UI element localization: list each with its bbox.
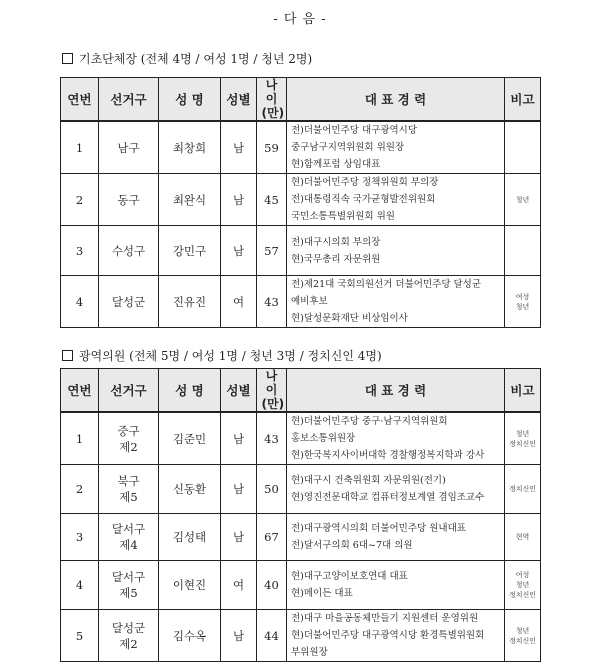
cell-district bbox=[99, 412, 159, 465]
cell-career bbox=[287, 561, 505, 610]
cell-career-line: 전)달서구의회 6대~7대 의원 bbox=[291, 540, 413, 551]
section-heading-label: 기초단체장 (전체 4명 / 여성 1명 / 청년 2명) bbox=[79, 52, 313, 66]
cell-gender: 남 bbox=[221, 121, 257, 174]
cell-career-line: 전)더불어민주당 대구광역시당 bbox=[291, 125, 418, 136]
cell-career bbox=[287, 276, 505, 328]
cell-gender: 남 bbox=[221, 514, 257, 561]
cell-district: 동구 bbox=[99, 174, 159, 226]
cell-career-line: 전)대구 마을공동체만들기 지원센터 운영위원 bbox=[291, 613, 479, 624]
table-row bbox=[61, 514, 541, 561]
cell-note-line: 여성 bbox=[515, 571, 530, 579]
cell-note bbox=[505, 465, 541, 514]
header-age bbox=[257, 369, 287, 413]
cell-career-line: 현)한국복지사이버대학 경찰행정복지학과 강사 bbox=[291, 450, 485, 461]
cell-career-line: 현)대구고양이보호연대 대표 bbox=[291, 571, 408, 582]
cell-age: 43 bbox=[257, 276, 287, 328]
cell-note bbox=[505, 276, 541, 328]
cell-career-line: 현)달성문화재단 비상임이사 bbox=[291, 313, 408, 324]
cell-district-line: 중구 bbox=[117, 423, 140, 438]
cell-district-line: 제5 bbox=[119, 586, 138, 600]
cell-gender: 남 bbox=[221, 610, 257, 662]
cell-no: 1 bbox=[61, 121, 99, 174]
cell-career bbox=[287, 412, 505, 465]
cell-district bbox=[99, 465, 159, 514]
cell-gender: 남 bbox=[221, 412, 257, 465]
table-row bbox=[61, 465, 541, 514]
cell-career-line: 국민소통특별위원회 위원 bbox=[291, 211, 395, 222]
cell-name: 김성태 bbox=[159, 514, 221, 561]
section-heading-label: 광역의원 (전체 5명 / 여성 1명 / 청년 3명 / 정치신인 4명) bbox=[79, 349, 382, 363]
cell-career-line: 현)더불어민주당 정책위원회 부의장 bbox=[291, 177, 439, 188]
table-row bbox=[61, 174, 541, 226]
cell-gender: 남 bbox=[221, 226, 257, 276]
cell-note-line: 정치신인 bbox=[508, 439, 537, 448]
cell-gender: 남 bbox=[221, 174, 257, 226]
cell-career-line: 전)대통령직속 국가균형발전위원회 bbox=[291, 194, 436, 205]
cell-age: 44 bbox=[257, 610, 287, 662]
cell-note-line: 청년 bbox=[515, 302, 530, 311]
cell-career-line: 현)메이든 대표 bbox=[291, 588, 353, 599]
header-career: 대 표 경 력 bbox=[287, 369, 505, 413]
cell-district-line: 달서구 bbox=[111, 570, 146, 584]
cell-note-line: 청년 bbox=[515, 581, 530, 589]
cell-name: 신동환 bbox=[159, 465, 221, 514]
header-age-label: 나이(만) bbox=[261, 78, 285, 120]
cell-career bbox=[287, 121, 505, 174]
cell-career-line: 현)더불어민주당 대구광역시당 환경특별위원회 bbox=[291, 630, 485, 641]
cell-age: 40 bbox=[257, 561, 287, 610]
local-heads-table bbox=[60, 77, 541, 328]
cell-career-line: 부위원장 bbox=[291, 647, 328, 658]
table-row bbox=[61, 121, 541, 174]
header-no: 연번 bbox=[61, 78, 99, 122]
cell-no: 2 bbox=[61, 465, 99, 514]
page-title: - 다 음 - bbox=[273, 12, 327, 27]
cell-career bbox=[287, 610, 505, 662]
cell-note bbox=[505, 610, 541, 662]
cell-age: 43 bbox=[257, 412, 287, 465]
cell-career bbox=[287, 174, 505, 226]
header-name: 성 명 bbox=[159, 78, 221, 122]
table-header-row bbox=[61, 369, 541, 413]
cell-no: 3 bbox=[61, 226, 99, 276]
section-heading-local-heads bbox=[62, 50, 312, 67]
cell-name: 강민구 bbox=[159, 226, 221, 276]
header-gender: 성별 bbox=[221, 78, 257, 122]
cell-no: 5 bbox=[61, 610, 99, 662]
cell-gender: 남 bbox=[221, 465, 257, 514]
header-note: 비고 bbox=[505, 78, 541, 122]
cell-district-line: 북구 bbox=[117, 474, 140, 488]
cell-district-line: 제4 bbox=[119, 538, 138, 552]
cell-district: 달성군 bbox=[99, 276, 159, 328]
header-district: 선거구 bbox=[99, 369, 159, 413]
cell-name: 최완식 bbox=[159, 174, 221, 226]
cell-name: 진유진 bbox=[159, 276, 221, 328]
cell-gender: 여 bbox=[221, 276, 257, 328]
cell-note bbox=[505, 412, 541, 465]
cell-no: 1 bbox=[61, 412, 99, 465]
cell-note-line: 정치신인 bbox=[508, 485, 537, 493]
cell-career-line: 전)대구광역시의회 더불어민주당 원내대표 bbox=[291, 523, 466, 534]
cell-no: 4 bbox=[61, 561, 99, 610]
cell-age: 57 bbox=[257, 226, 287, 276]
header-district: 선거구 bbox=[99, 78, 159, 122]
cell-note-line: 현역 bbox=[515, 533, 530, 541]
cell-district bbox=[99, 514, 159, 561]
header-age bbox=[257, 78, 287, 122]
header-career: 대 표 경 력 bbox=[287, 78, 505, 122]
cell-career-line: 중구남구지역위원회 위원장 bbox=[291, 142, 405, 153]
header-note: 비고 bbox=[505, 369, 541, 413]
header-no: 연번 bbox=[61, 369, 99, 413]
header-name: 성 명 bbox=[159, 369, 221, 413]
cell-district-line: 제2 bbox=[119, 439, 138, 454]
cell-district: 남구 bbox=[99, 121, 159, 174]
cell-career bbox=[287, 226, 505, 276]
cell-name: 이현진 bbox=[159, 561, 221, 610]
cell-career-line: 현)함께포럼 상임대표 bbox=[291, 159, 381, 170]
cell-age: 45 bbox=[257, 174, 287, 226]
cell-name: 최창희 bbox=[159, 121, 221, 174]
cell-note bbox=[505, 226, 541, 276]
header-age-label: 나이(만) bbox=[261, 369, 285, 411]
cell-note-line: 청년 bbox=[515, 195, 530, 204]
table-row bbox=[61, 561, 541, 610]
cell-career bbox=[287, 514, 505, 561]
cell-note-line: 정치신인 bbox=[508, 591, 537, 599]
cell-district bbox=[99, 561, 159, 610]
table-header-row bbox=[61, 78, 541, 122]
cell-career-line: 전)대구시의회 부의장 bbox=[291, 236, 381, 248]
cell-career bbox=[287, 465, 505, 514]
cell-gender: 여 bbox=[221, 561, 257, 610]
table-row bbox=[61, 412, 541, 465]
cell-age: 50 bbox=[257, 465, 287, 514]
table-row bbox=[61, 226, 541, 276]
cell-name: 김준민 bbox=[159, 412, 221, 465]
cell-note-line: 청년 bbox=[515, 429, 530, 438]
cell-career-line: 현)국무총리 자문위원 bbox=[291, 253, 381, 265]
cell-district-line: 달서구 bbox=[111, 522, 146, 536]
cell-note bbox=[505, 514, 541, 561]
cell-note-line: 청년 bbox=[515, 626, 530, 635]
cell-career-line: 예비후보 bbox=[291, 296, 328, 307]
cell-career-line: 현)더불어민주당 중구·남구지역위원회 bbox=[291, 416, 448, 427]
cell-note bbox=[505, 121, 541, 174]
cell-no: 2 bbox=[61, 174, 99, 226]
cell-district: 수성구 bbox=[99, 226, 159, 276]
section-heading-council bbox=[62, 347, 382, 364]
checkbox-bullet-icon bbox=[62, 53, 73, 64]
cell-name: 김수옥 bbox=[159, 610, 221, 662]
table-row bbox=[61, 610, 541, 662]
cell-note bbox=[505, 174, 541, 226]
cell-career-line: 현)영진전문대학교 컴퓨터정보계열 겸임조교수 bbox=[291, 492, 485, 503]
cell-district-line: 제5 bbox=[119, 490, 138, 504]
header-gender: 성별 bbox=[221, 369, 257, 413]
cell-no: 3 bbox=[61, 514, 99, 561]
cell-career-line: 현)대구시 건축위원회 자문위원(전기) bbox=[291, 475, 446, 486]
cell-note-line: 정치신인 bbox=[508, 636, 537, 645]
cell-age: 59 bbox=[257, 121, 287, 174]
cell-district-line: 달성군 bbox=[111, 620, 146, 635]
cell-career-line: 전)제21대 국회의원선거 더불어민주당 달성군 bbox=[291, 279, 482, 290]
cell-note bbox=[505, 561, 541, 610]
cell-district bbox=[99, 610, 159, 662]
cell-career-line: 홍보소통위원장 bbox=[291, 433, 356, 444]
table-row bbox=[61, 276, 541, 328]
checkbox-bullet-icon bbox=[62, 350, 73, 361]
cell-district-line: 제2 bbox=[119, 636, 138, 651]
cell-age: 67 bbox=[257, 514, 287, 561]
council-table bbox=[60, 368, 541, 662]
cell-note-line: 여성 bbox=[515, 292, 530, 301]
cell-no: 4 bbox=[61, 276, 99, 328]
